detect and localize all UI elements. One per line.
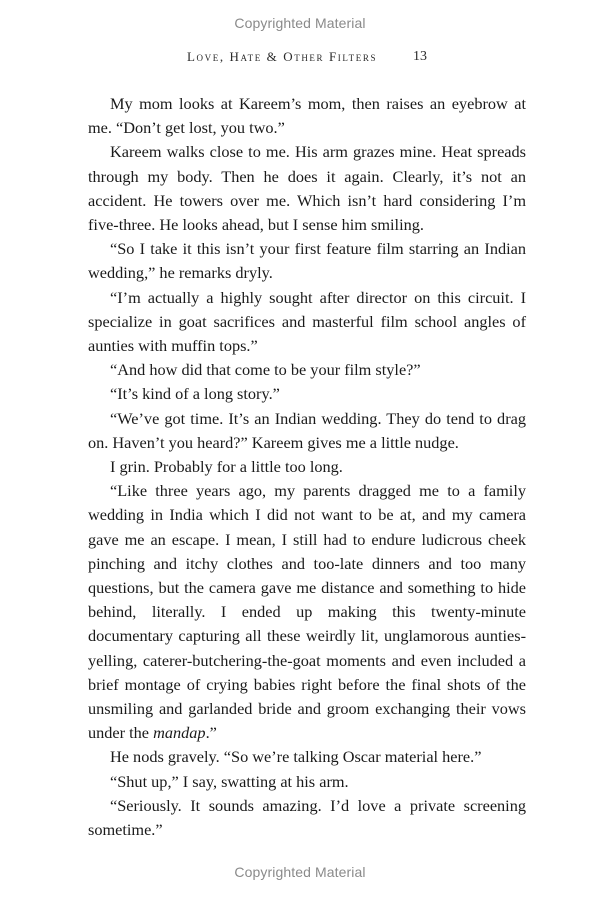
paragraph: “Shut up,” I say, swatting at his arm. (110, 771, 349, 791)
copyright-watermark-top: Copyrighted Material (234, 15, 366, 31)
paragraph: I grin. Probably for a little too long. (110, 457, 343, 477)
paragraph: “So I take it this isn’t your first feature film starring an Indian wedding,” he remarks dryly. (88, 239, 526, 283)
paragraph: He nods gravely. “So we’re talking Oscar material here.” (110, 747, 482, 767)
paragraph: “Seriously. It sounds amazing. I’d love a private screening sometime.” (88, 795, 526, 840)
paragraph: Kareem walks close to me. His arm grazes mine. Heat spreads through my body. Then he does it again. Clearly, it’s not an accident. He towers over me. Which isn’t hard considering I’m five-three. He looks ahead, but I sense him smiling. (88, 142, 526, 235)
copyright-watermark-bottom: Copyrighted Material (234, 864, 366, 880)
italic-term: mandap (153, 723, 206, 743)
page-number: 13 (413, 49, 427, 64)
running-head (0, 49, 600, 69)
paragraph-text: .” (205, 723, 217, 743)
running-title: Love, Hate & Other Filters (187, 49, 378, 64)
paragraph: “And how did that come to be your film style?” (110, 360, 421, 380)
paragraph: “We’ve got time. It’s an Indian wedding. They do tend to drag on. Haven’t you heard?” Kareem gives me a little nudge. (88, 408, 526, 452)
paragraph-text: “Like three years ago, my parents dragged me to a family wedding in India which I did not want to be at, and my camera gave me an escape. I mean, I still had to endure ludicrous cheek pinching and itchy clothes and too-late dinners and too many questions, but the camera gave me distance and something to hide behind, literally. I ended up making this twenty-minute documentary capturing all these weirdly lit, unglamorous aunties-yelling, caterer-butchering-the-goat moments and even included a brief montage of crying babies right before the final shots of the unsmiling and garlanded bride and groom exchanging their vows under the (88, 481, 526, 743)
paragraph: “It’s kind of a long story.” (110, 384, 280, 404)
body-text (88, 92, 526, 842)
paragraph: My mom looks at Kareem’s mom, then raises an eyebrow at me. “Don’t get lost, you two.” (88, 94, 526, 138)
paragraph: “I’m actually a highly sought after director on this circuit. I specialize in goat sacrifices and masterful film school angles of aunties with muffin tops.” (88, 287, 526, 356)
paragraph (88, 479, 526, 745)
